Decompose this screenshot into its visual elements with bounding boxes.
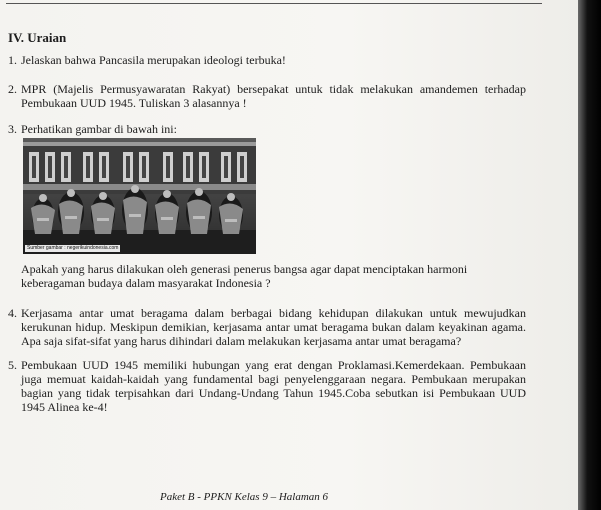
question-number: 2.	[8, 82, 17, 96]
dark-edge	[578, 0, 601, 510]
question-text: Pembukaan UUD 1945 memiliki hubungan yang erat dengan Proklamasi.Kemerdekaan. Pembukaan	[21, 358, 526, 372]
section-title: IV. Uraian	[8, 30, 67, 45]
question-text: Apakah yang harus dilakukan oleh generasi penerus bangsa agar dapat menciptakan harmoni	[21, 262, 468, 276]
question-number: 3.	[8, 122, 17, 136]
question-text: Jelaskan bahwa Pancasila merupakan ideologi terbuka!	[21, 53, 286, 67]
question-text: MPR (Majelis Permusyawaratan Rakyat) bersepakat untuk tidak melakukan amandemen terhadap	[21, 82, 526, 96]
question-text: bagian yang tidak terpisahkan dari Undang-Undang Tahun 1945.Coba sebutkan isi Pembukaan UUD	[21, 386, 526, 400]
question-text: 1945 Alinea ke-4!	[21, 400, 108, 414]
page-footer: Paket B - PPKN Kelas 9 – Halaman 6	[160, 491, 329, 503]
question-text: Apa saja sifat-sifat yang harus dihindari dalam melakukan kerjasama antar umat beragama?	[21, 334, 462, 348]
question-text: kerukunan hidup. Meskipun demikian, kerjasama antar umat beragama bukan dalam keyakinan agama.	[21, 320, 526, 334]
top-divider	[6, 3, 542, 4]
question-text: juga memuat kaidah-kaidah yang fundamental bagi penyelenggaraan negara. Pembukaan merupakan	[21, 372, 526, 386]
question-text: Perhatikan gambar di bawah ini:	[21, 122, 177, 136]
dancers-photo	[23, 138, 256, 254]
question-number: 4.	[8, 306, 17, 320]
question-text: keberagaman budaya dalam masyarakat Indonesia ?	[21, 276, 271, 290]
question-text: Kerjasama antar umat beragama dalam berbagai bidang kehidupan dilakukan untuk mewujudkan	[21, 306, 526, 320]
question-number: 1.	[8, 53, 17, 67]
question-text: Pembukaan UUD 1945. Tuliskan 3 alasannya !	[21, 96, 247, 110]
question-number: 5.	[8, 358, 17, 372]
image-caption: Sumber gambar : negerikuindonesia.com	[27, 245, 119, 251]
